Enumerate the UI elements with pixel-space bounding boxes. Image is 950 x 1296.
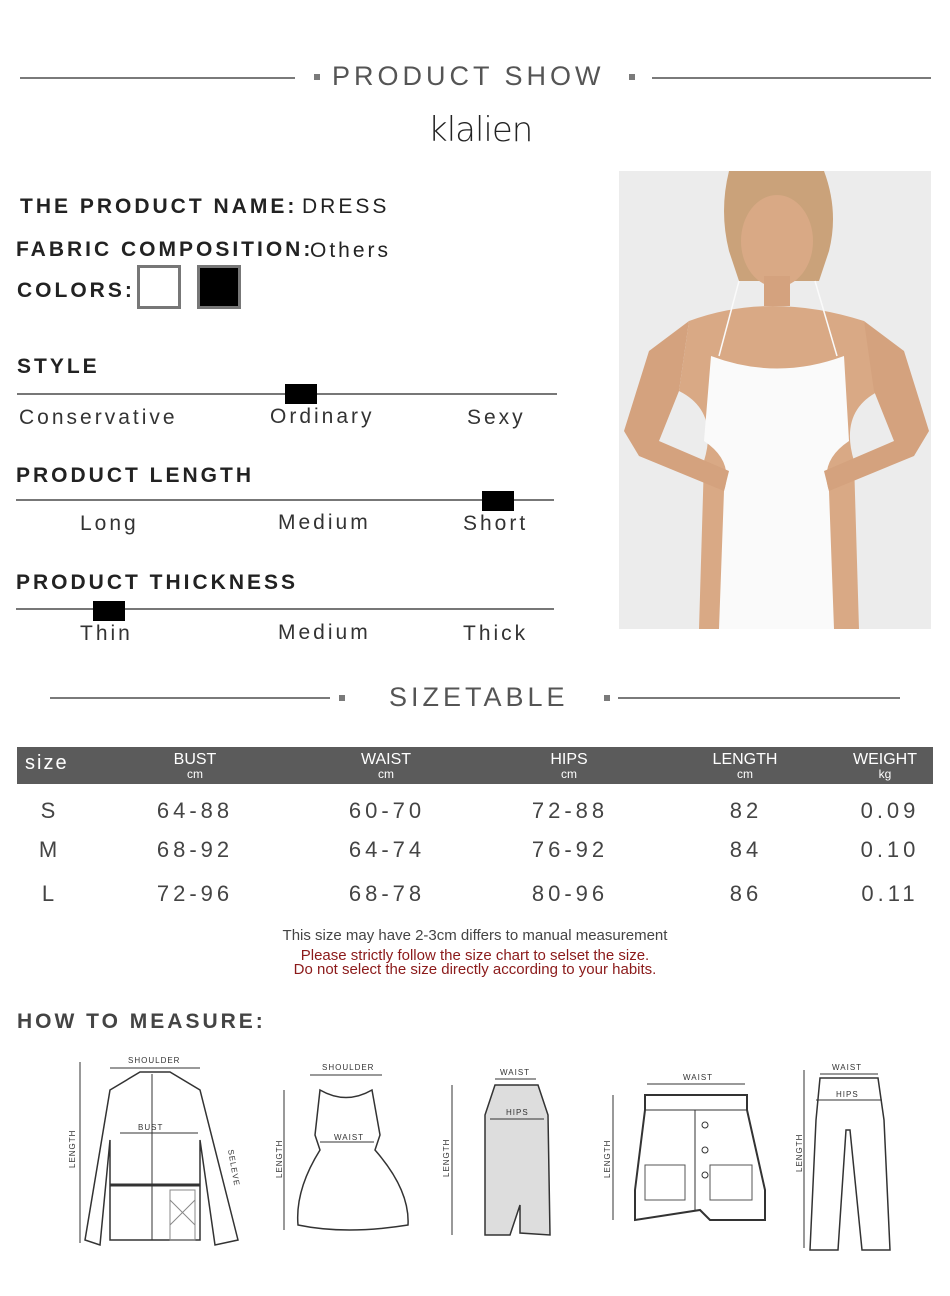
length-scale-line	[16, 499, 554, 501]
fabric-value: Others	[310, 239, 392, 262]
jacket-diagram	[60, 1050, 250, 1250]
thickness-option-thin: Thin	[80, 622, 133, 645]
size-warning-2: Do not select the size directly according to your habits.	[293, 961, 657, 978]
length-label: LENGTH	[442, 1138, 451, 1177]
cell-length: 86	[729, 881, 763, 906]
header-rule-left	[20, 77, 295, 79]
product-name-label: THE PRODUCT NAME:	[20, 195, 298, 218]
header-rule-right	[652, 77, 931, 79]
fabric-label: FABRIC COMPOSITION:	[16, 238, 314, 261]
style-option-conservative: Conservative	[19, 406, 178, 429]
cell-hips: 76-92	[531, 837, 609, 862]
header-dot-right	[629, 74, 635, 80]
header-bust: BUST cm	[173, 751, 217, 781]
style-option-ordinary: Ordinary	[270, 405, 375, 428]
length-option-short: Short	[463, 512, 529, 535]
brand-logo: klalien	[428, 110, 533, 150]
length-marker	[482, 491, 514, 511]
cell-bust: 64-88	[156, 798, 234, 823]
thickness-title: PRODUCT THICKNESS	[16, 571, 299, 594]
header-dot-left	[314, 74, 320, 80]
cell-hips: 72-88	[531, 798, 609, 823]
shoulder-label: SHOULDER	[322, 1063, 375, 1072]
pants-diagram	[790, 1060, 900, 1255]
how-to-measure-title: HOW TO MEASURE:	[17, 1010, 266, 1033]
shorts-diagram	[605, 1070, 785, 1230]
waist-label: WAIST	[832, 1063, 863, 1072]
length-label: LENGTH	[603, 1139, 612, 1178]
waist-label: WAIST	[500, 1068, 531, 1077]
cell-bust: 68-92	[156, 837, 234, 862]
thickness-option-medium: Medium	[278, 621, 371, 644]
sizetable-rule-left	[50, 697, 330, 699]
waist-label: WAIST	[683, 1073, 714, 1082]
style-title: STYLE	[17, 355, 100, 378]
cell-weight: 0.10	[860, 837, 920, 862]
header-hips: HIPS cm	[550, 751, 588, 781]
skirt-diagram	[440, 1065, 570, 1245]
length-option-medium: Medium	[278, 511, 371, 534]
cell-size: S	[40, 798, 60, 823]
thickness-option-thick: Thick	[463, 622, 529, 645]
style-marker	[285, 384, 317, 404]
bust-label: BUST	[138, 1123, 164, 1132]
cell-waist: 64-74	[348, 837, 426, 862]
shoulder-label: SHOULDER	[128, 1056, 181, 1065]
length-label: LENGTH	[275, 1139, 284, 1178]
cell-waist: 68-78	[348, 881, 426, 906]
cell-weight: 0.11	[861, 881, 919, 906]
length-option-long: Long	[80, 512, 139, 535]
style-option-sexy: Sexy	[467, 406, 526, 429]
color-swatch-white[interactable]	[137, 265, 181, 309]
product-show-title: PRODUCT SHOW	[332, 61, 605, 91]
size-table-header	[17, 747, 933, 784]
model-illustration	[619, 171, 931, 629]
sizetable-dot-left	[339, 695, 345, 701]
cell-size: M	[38, 837, 62, 862]
thickness-marker	[93, 601, 125, 621]
measurement-note: This size may have 2-3cm differs to manual measurement	[282, 927, 668, 944]
hips-label: HIPS	[506, 1108, 529, 1117]
header-waist: WAIST cm	[360, 751, 412, 781]
cell-waist: 60-70	[348, 798, 426, 823]
length-label: LENGTH	[68, 1129, 77, 1168]
dress-diagram	[270, 1060, 420, 1240]
product-name-value: DRESS	[302, 195, 390, 218]
cell-weight: 0.09	[860, 798, 920, 823]
sizetable-rule-right	[618, 697, 900, 699]
cell-hips: 80-96	[531, 881, 609, 906]
length-label: LENGTH	[795, 1133, 804, 1172]
size-warning-1: Please strictly follow the size chart to selset the size.	[300, 947, 650, 964]
waist-label: WAIST	[334, 1133, 365, 1142]
hips-label: HIPS	[836, 1090, 859, 1099]
sizetable-title: SIZETABLE	[389, 682, 569, 712]
cell-length: 82	[729, 798, 763, 823]
seleve-label: SELEVE	[226, 1148, 242, 1187]
cell-size: L	[41, 881, 59, 906]
cell-length: 84	[729, 837, 763, 862]
cell-bust: 72-96	[156, 881, 234, 906]
model-photo	[619, 171, 931, 629]
header-size: size	[25, 752, 69, 774]
colors-label: COLORS:	[17, 279, 135, 302]
length-title: PRODUCT LENGTH	[16, 464, 254, 487]
header-length: LENGTH cm	[712, 751, 778, 781]
color-swatch-black[interactable]	[197, 265, 241, 309]
sizetable-dot-right	[604, 695, 610, 701]
header-weight: WEIGHT kg	[853, 751, 917, 781]
